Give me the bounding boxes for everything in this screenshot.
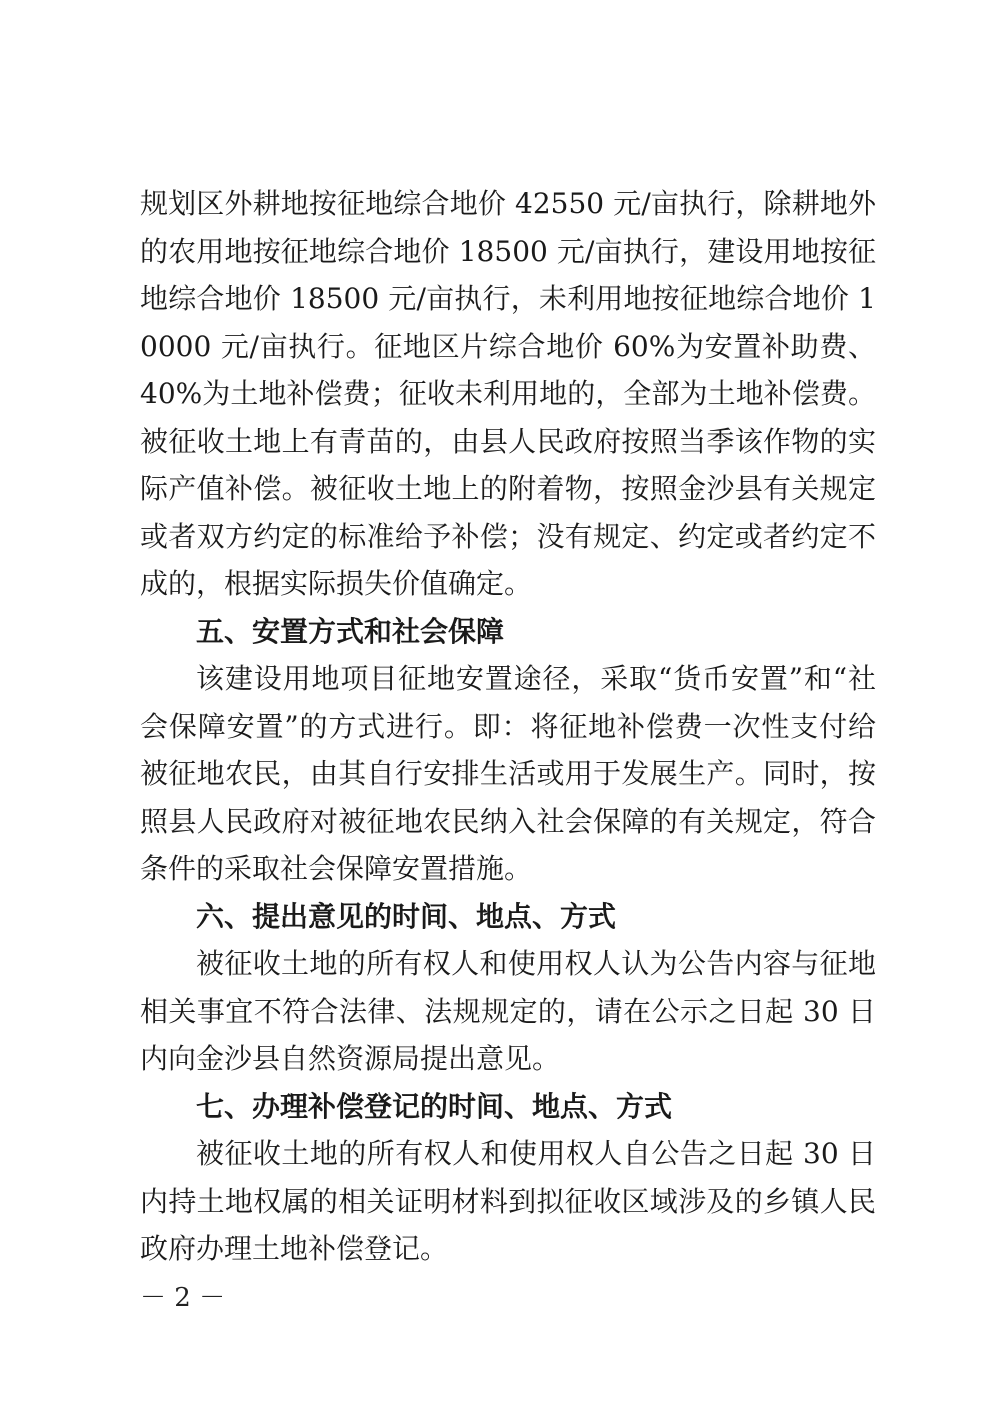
section-6-heading: 六、提出意见的时间、地点、方式 (196, 899, 617, 933)
section-5-body: 该建设用地项目征地安置途径，采取“货币安置”和“社会保障安置”的方式进行。即：将征地补偿费一次性支付给被征地农民，由其自行安排生活或用于发展生产。同时，按照县人民政府对被征地农民纳入社会保障的有关规定，符合条件的采取社会保障安置措施。 (140, 662, 876, 885)
document-body (140, 180, 876, 1273)
section-6-body: 被征收土地的所有权人和使用权人认为公告内容与征地相关事宜不符合法律、法规规定的，请在公示之日起 30 日内向金沙县自然资源局提出意见。 (140, 947, 876, 1075)
section-5-heading: 五、安置方式和社会保障 (196, 614, 505, 648)
section-7-heading: 七、办理补偿登记的时间、地点、方式 (196, 1089, 673, 1123)
section-7-body: 被征收土地的所有权人和使用权人自公告之日起 30 日内持土地权属的相关证明材料到拟征收区域涉及的乡镇人民政府办理土地补偿登记。 (140, 1137, 876, 1265)
paragraph-compensation-rates: 规划区外耕地按征地综合地价 42550 元/亩执行，除耕地外的农用地按征地综合地价 18500 元/亩执行，建设用地按征地综合地价 18500 元/亩执行，未利用地按征地综合地价 10000 元/亩执行。征地区片综合地价 60%为安置补助费、40%为土地补偿费；征收未利用地的，全部为土地补偿费。被征收土地上有青苗的，由县人民政府按照当季该作物的实际产值补偿。被征收土地上的附着物，按照金沙县有关规定或者双方约定的标准给予补偿；没有规定、约定或者约定不成的，根据实际损失价值确定。 (140, 187, 876, 600)
page-number: － 2 － (140, 1283, 226, 1313)
